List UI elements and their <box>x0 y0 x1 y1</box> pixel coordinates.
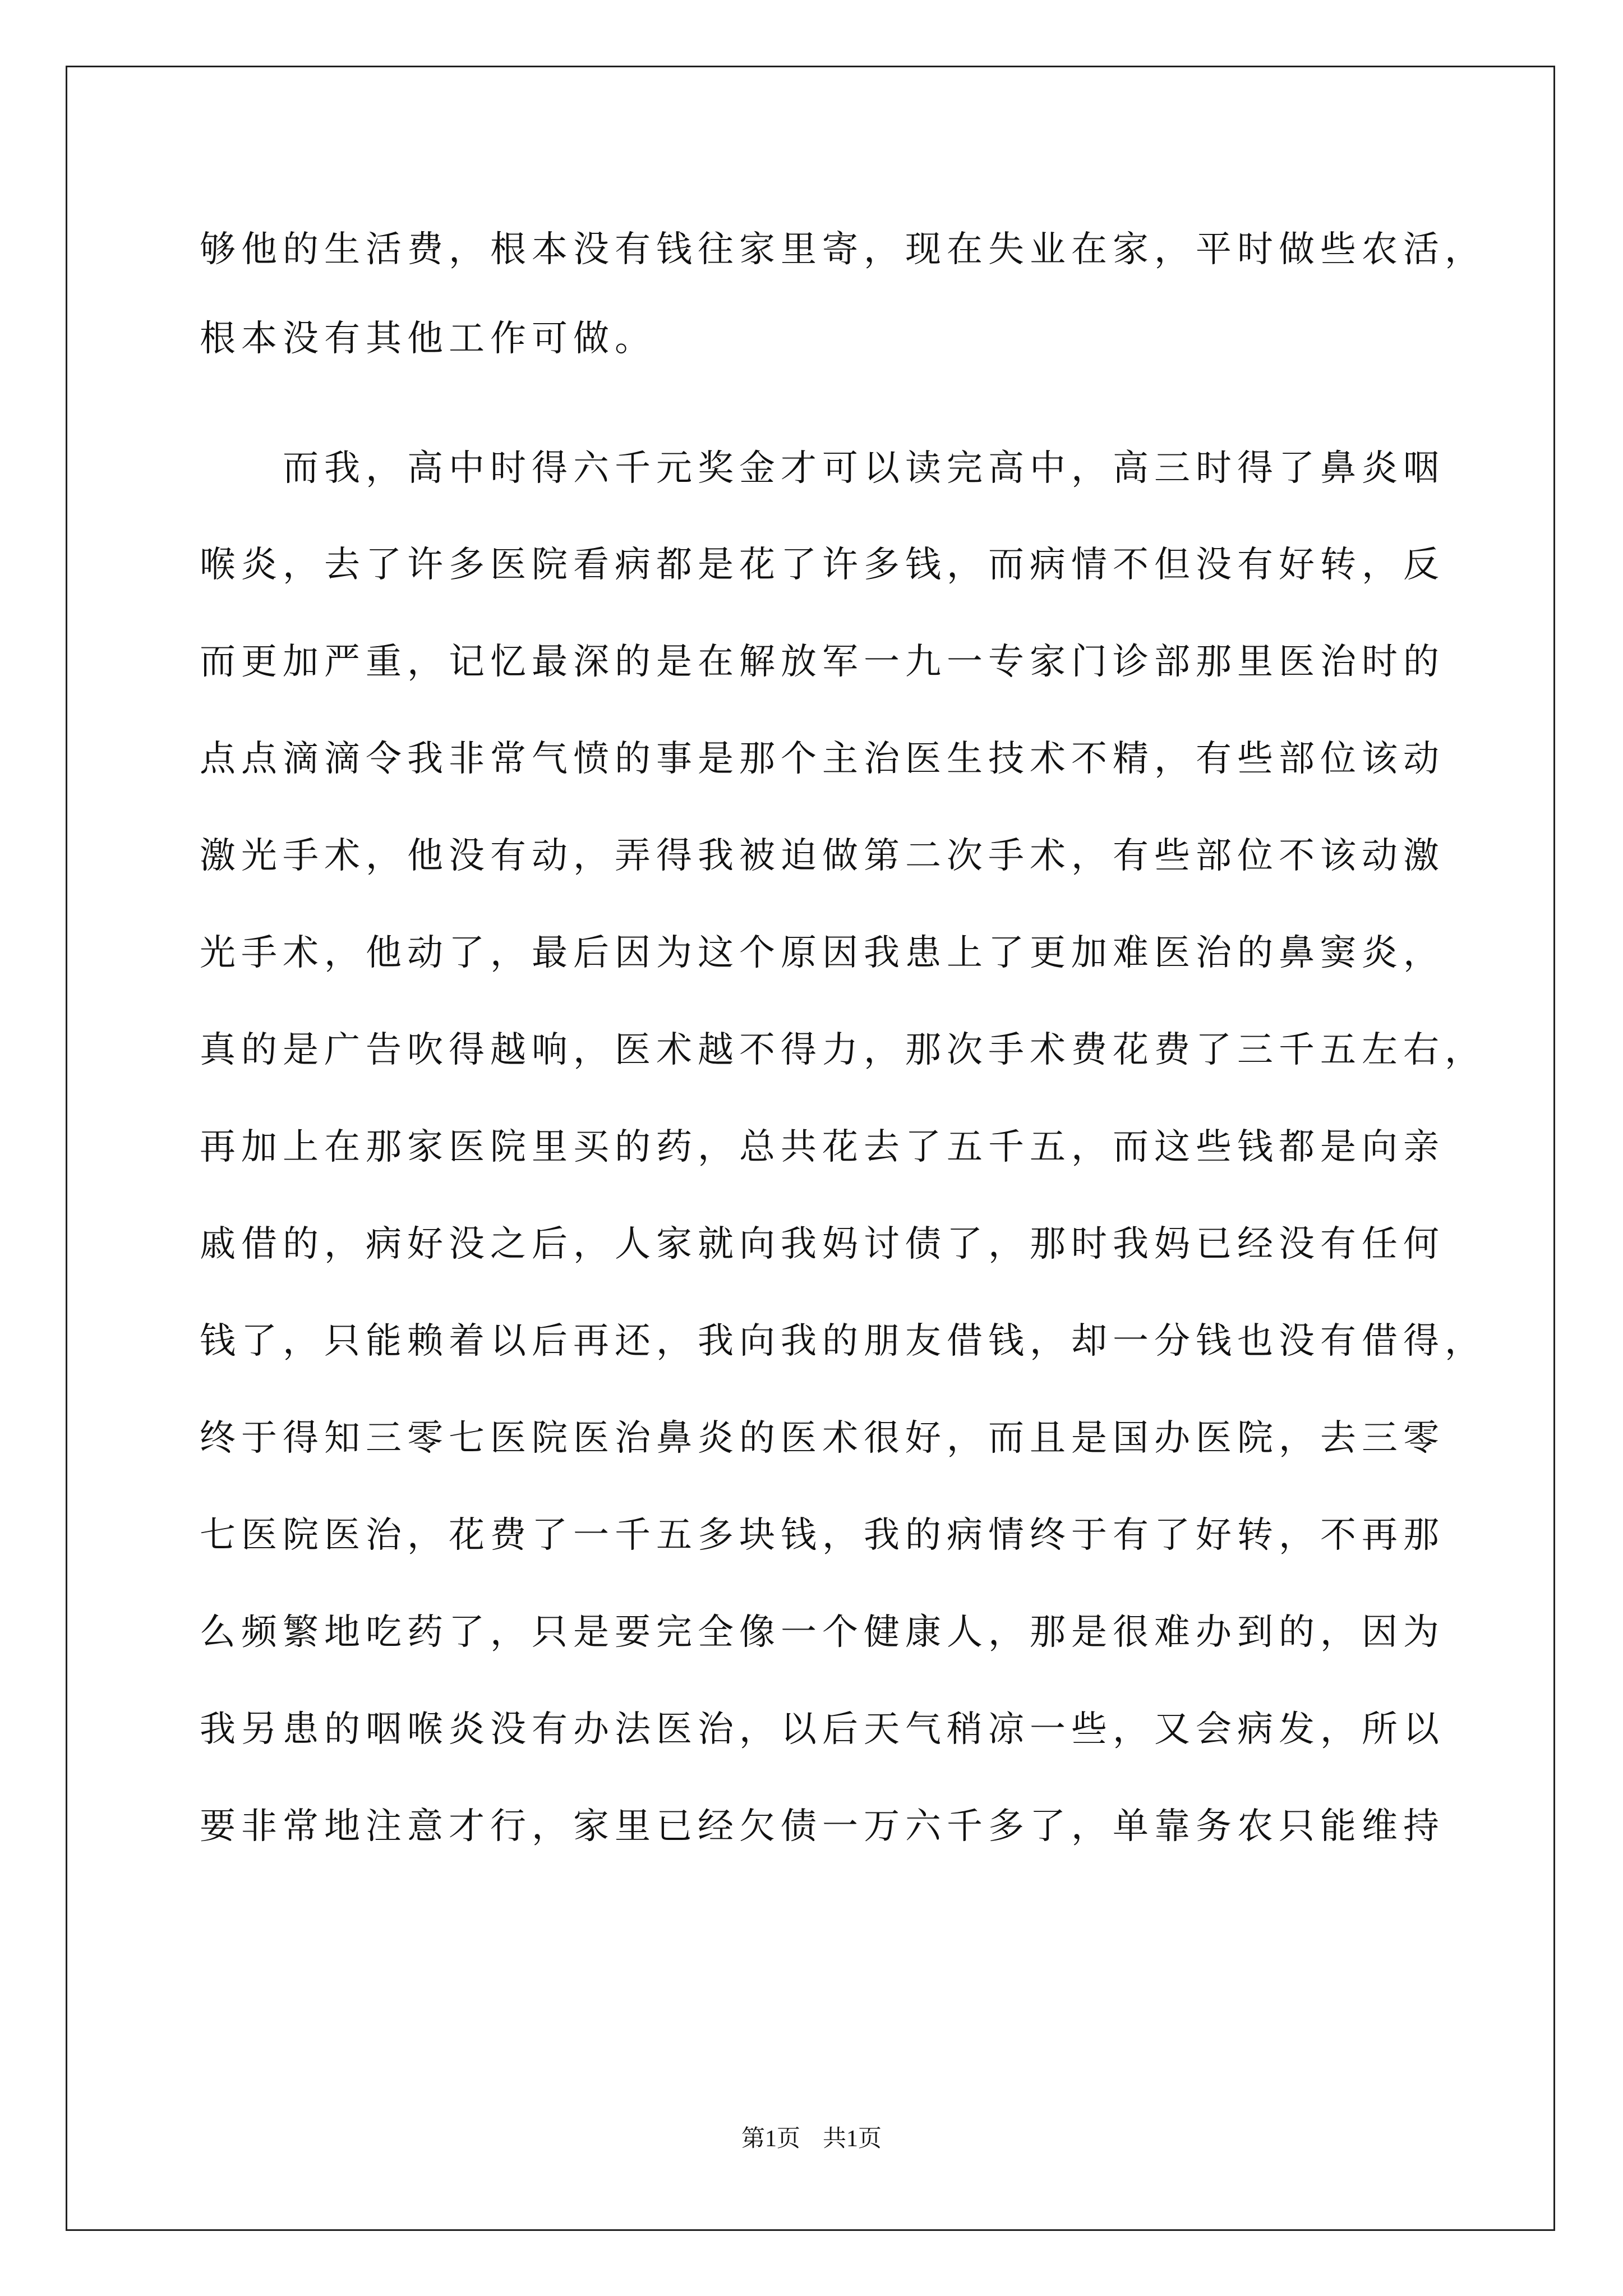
text-line-2: 根本没有其他工作可做。 <box>200 318 656 360</box>
page-footer <box>0 2125 1623 2153</box>
page-total: 共1页 <box>823 2126 882 2152</box>
text-line-5: 而更加严重，记忆最深的是在解放军一九一专家门诊部那里医治时的 <box>200 641 1445 683</box>
text-line-11: 戚借的，病好没之后，人家就向我妈讨债了，那时我妈已经没有任何 <box>200 1223 1445 1265</box>
text-line-15: 么频繁地吃药了，只是要完全像一个健康人，那是很难办到的，因为 <box>200 1612 1445 1653</box>
text-line-7: 激光手术，他没有动，弄得我被迫做第二次手术，有些部位不该动激 <box>200 835 1445 877</box>
page-number: 第1页 <box>741 2126 800 2152</box>
text-line-17: 要非常地注意才行，家里已经欠债一万六千多了，单靠务农只能维持 <box>200 1806 1445 1847</box>
text-line-12: 钱了，只能赖着以后再还，我向我的朋友借钱，却一分钱也没有借得， <box>200 1320 1486 1362</box>
text-line-4: 喉炎，去了许多医院看病都是花了许多钱，而病情不但没有好转，反 <box>200 544 1445 586</box>
text-line-8: 光手术，他动了，最后因为这个原因我患上了更加难医治的鼻窦炎， <box>200 932 1445 974</box>
text-line-1: 够他的生活费，根本没有钱往家里寄，现在失业在家，平时做些农活， <box>200 229 1486 270</box>
text-line-16: 我另患的咽喉炎没有办法医治，以后天气稍凉一些，又会病发，所以 <box>200 1709 1445 1750</box>
text-line-13: 终于得知三零七医院医治鼻炎的医术很好，而且是国办医院，去三零 <box>200 1418 1445 1459</box>
text-line-3: 而我，高中时得六千元奖金才可以读完高中，高三时得了鼻炎咽 <box>200 448 1445 489</box>
text-line-14: 七医院医治，花费了一千五多块钱，我的病情终于有了好转，不再那 <box>200 1515 1445 1556</box>
text-line-9: 真的是广告吹得越响，医术越不得力，那次手术费花费了三千五左右， <box>200 1029 1486 1071</box>
text-line-10: 再加上在那家医院里买的药，总共花去了五千五，而这些钱都是向亲 <box>200 1126 1445 1168</box>
text-line-6: 点点滴滴令我非常气愤的事是那个主治医生技术不精，有些部位该动 <box>200 738 1445 780</box>
